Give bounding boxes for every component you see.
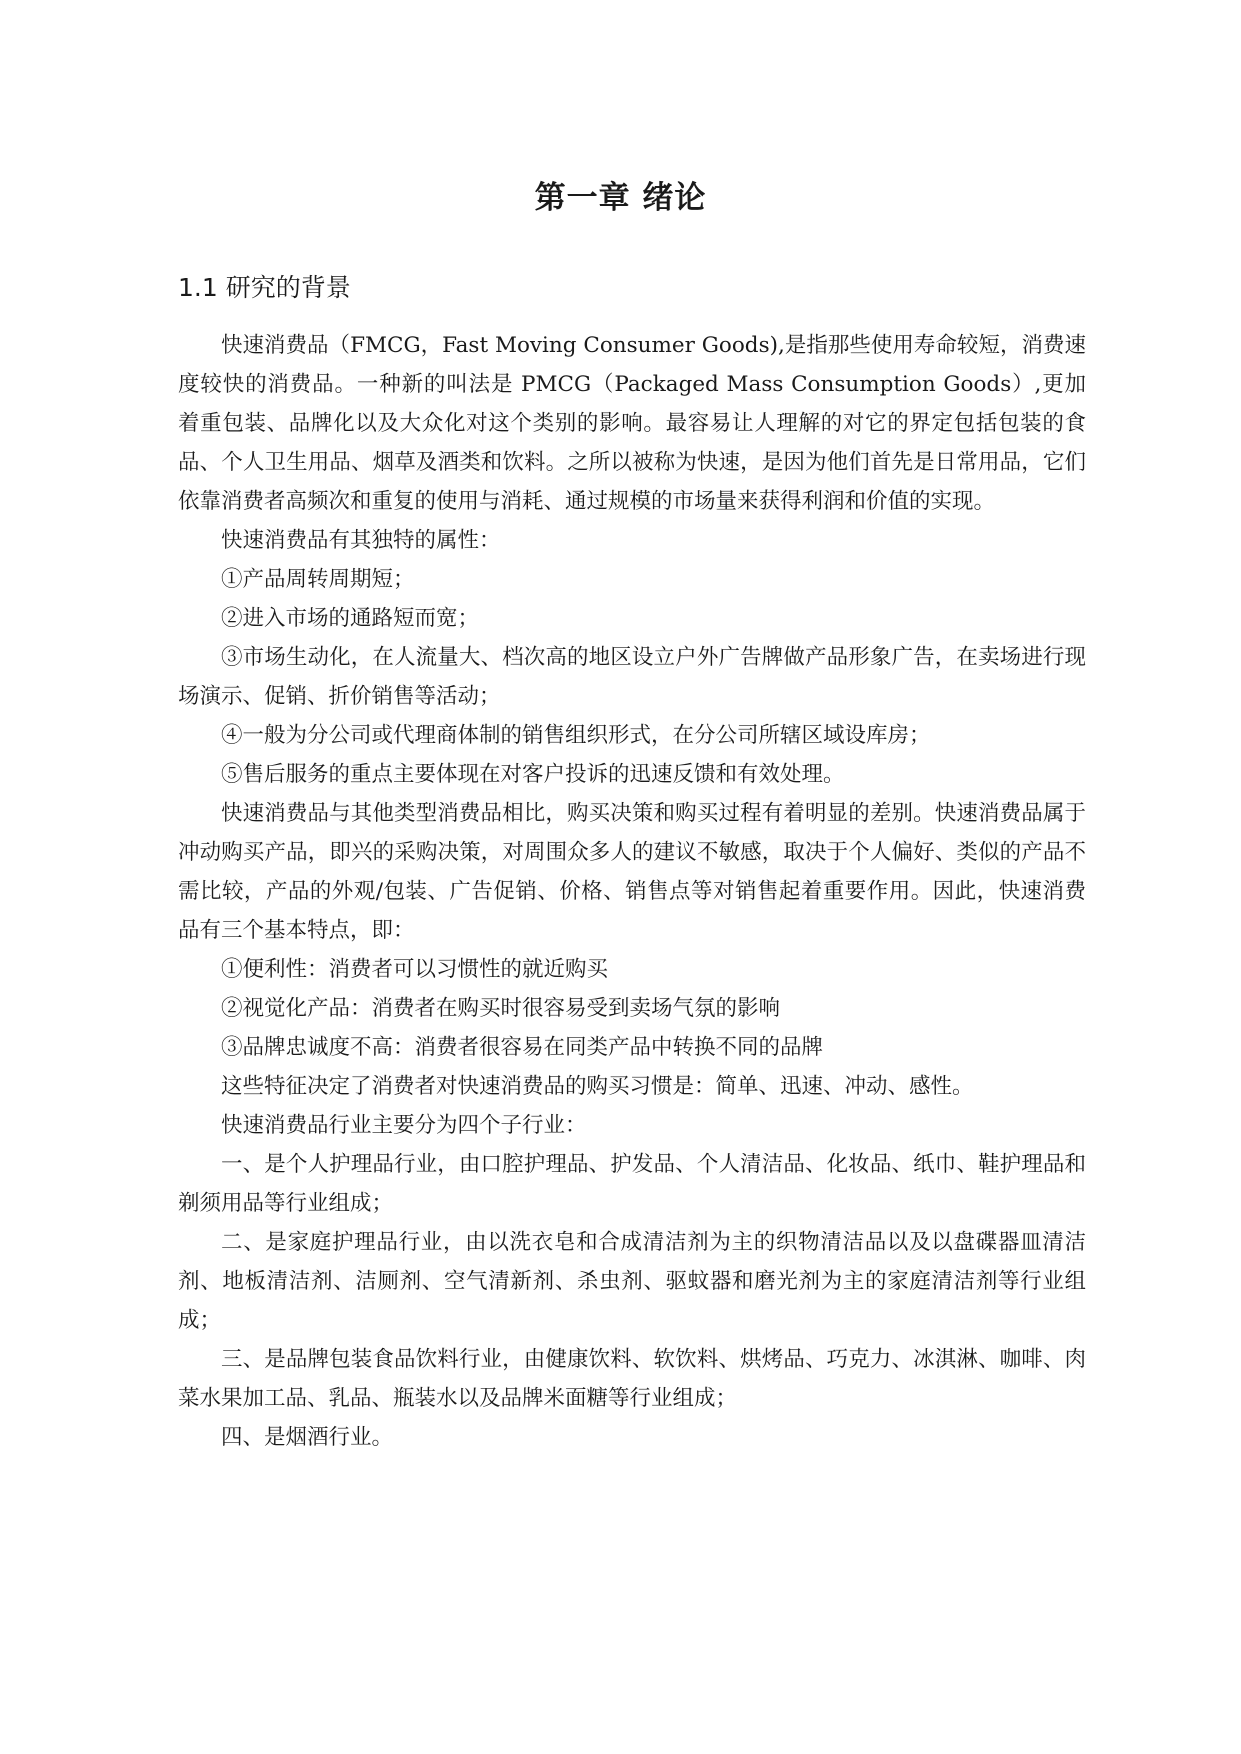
list-item-subsector-2: 二、是家庭护理品行业，由以洗衣皂和合成清洁剂为主的织物清洁品以及以盘碟器皿清洁剂、地板清洁剂、洁厕剂、空气清新剂、杀虫剂、驱蚊器和磨光剂为主的家庭清洁剂等行业组成；	[178, 1230, 1086, 1333]
list-item-subsector-1: 一、是个人护理品行业，由口腔护理品、护发品、个人清洁品、化妆品、纸巾、鞋护理品和剃须用品等行业组成；	[178, 1152, 1086, 1216]
list-item-subsector-4: 四、是烟酒行业。	[221, 1425, 394, 1450]
paragraph-purchase-habits: 这些特征决定了消费者对快速消费品的购买习惯是：简单、迅速、冲动、感性。	[221, 1074, 974, 1099]
paragraph-purchase-behavior: 快速消费品与其他类型消费品相比，购买决策和购买过程有着明显的差别。快速消费品属于冲动购买产品，即兴的采购决策，对周围众多人的建议不敏感，取决于个人偏好、类似的产品不需比较，产品的外观/包装、广告促销、价格、销售点等对销售起着重要作用。因此，快速消费品有三个基本特点，即：	[178, 801, 1086, 943]
list-item-feature-3: ③品牌忠诚度不高：消费者很容易在同类产品中转换不同的品牌	[221, 1035, 824, 1060]
paragraph-attributes-intro: 快速消费品有其独特的属性：	[221, 528, 501, 553]
list-item-feature-1: ①便利性：消费者可以习惯性的就近购买	[221, 957, 609, 982]
paragraph-fmcg-definition: 快速消费品（FMCG，Fast Moving Consumer Goods),是指那些使用寿命较短，消费速度较快的消费品。一种新的叫法是 PMCG（Packaged Mass Consumption Goods）,更加着重包装、品牌化以及大众化对这个类别的影响。最容易让人理解的对它的界定包括包装的食品、个人卫生用品、烟草及酒类和饮料。之所以被称为快速，是因为他们首先是日常用品，它们依靠消费者高频次和重复的使用与消耗、通过规模的市场量来获得利润和价值的实现。	[178, 333, 1086, 514]
list-item-attribute-4: ④一般为分公司或代理商体制的销售组织形式，在分公司所辖区域设库房；	[221, 723, 931, 748]
list-item-subsector-3: 三、是品牌包装食品饮料行业，由健康饮料、软饮料、烘烤品、巧克力、冰淇淋、咖啡、肉菜水果加工品、乳品、瓶装水以及品牌米面糖等行业组成；	[178, 1347, 1086, 1411]
body-text	[178, 326, 1086, 1457]
list-item-attribute-5: ⑤售后服务的重点主要体现在对客户投诉的迅速反馈和有效处理。	[221, 762, 845, 787]
list-item-feature-2: ②视觉化产品：消费者在购买时很容易受到卖场气氛的影响	[221, 996, 781, 1021]
list-item-attribute-2: ②进入市场的通路短而宽；	[221, 606, 480, 631]
section-heading: 1.1 研究的背景	[178, 273, 351, 302]
chapter-title: 第一章 绪论	[534, 180, 707, 216]
list-item-attribute-1: ①产品周转周期短；	[221, 567, 415, 592]
list-item-attribute-3: ③市场生动化，在人流量大、档次高的地区设立户外广告牌做产品形象广告，在卖场进行现场演示、促销、折价销售等活动；	[178, 645, 1086, 709]
paragraph-subsectors-intro: 快速消费品行业主要分为四个子行业：	[221, 1113, 587, 1138]
